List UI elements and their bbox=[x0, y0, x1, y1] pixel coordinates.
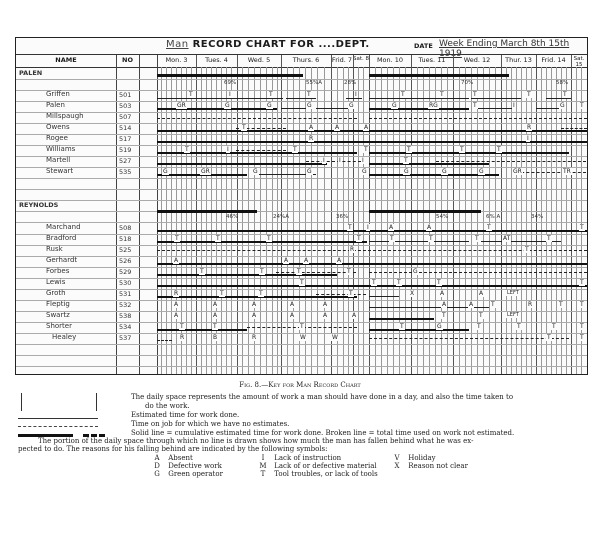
chart-symbol: T bbox=[525, 246, 529, 253]
chart-symbol: R bbox=[350, 246, 355, 253]
figure-caption: Fig. 8.—Key for Man Record Chart bbox=[239, 381, 361, 389]
progress-dashed-line bbox=[436, 161, 586, 162]
worker-name: Healey bbox=[52, 333, 77, 341]
worker-name: Owens bbox=[46, 123, 70, 131]
chart-symbol: T bbox=[175, 235, 179, 242]
chart-symbol: T bbox=[259, 290, 263, 297]
worker-name: Gerhardt bbox=[46, 256, 78, 264]
worker-no: 530 bbox=[119, 279, 132, 287]
chart-symbol: T bbox=[547, 235, 551, 242]
chart-symbol: Tool troubles, or lack of tools bbox=[274, 470, 378, 478]
chart-symbol: T bbox=[440, 91, 444, 98]
chart-symbol: T bbox=[400, 323, 404, 330]
worker-name: Palen bbox=[46, 101, 65, 109]
chart-symbol: T bbox=[437, 279, 441, 286]
chart-symbol: A bbox=[304, 257, 309, 264]
worker-name: Shorter bbox=[46, 322, 72, 330]
chart-symbol: A bbox=[389, 224, 394, 231]
chart-symbol: A bbox=[213, 312, 218, 319]
chart-symbol: T bbox=[491, 301, 495, 308]
key-daily-space-sample bbox=[18, 393, 98, 413]
chart-symbol: GR bbox=[513, 168, 522, 175]
worker-row bbox=[16, 134, 587, 146]
chart-symbol: A bbox=[174, 312, 179, 319]
chart-symbol: T bbox=[580, 301, 584, 308]
chart-symbol: T bbox=[580, 279, 584, 286]
title-prefix: Man bbox=[166, 39, 189, 50]
chart-symbol: T bbox=[407, 146, 411, 153]
chart-symbol: G bbox=[225, 102, 230, 109]
chart-symbol: T bbox=[269, 91, 273, 98]
chart-symbol: T bbox=[479, 312, 483, 319]
worker-row bbox=[16, 90, 587, 102]
worker-name: Swartz bbox=[46, 311, 70, 319]
worker-no: 517 bbox=[119, 135, 132, 143]
progress-line bbox=[157, 130, 587, 132]
chart-symbol: G bbox=[442, 168, 447, 175]
chart-symbol: LEFT bbox=[507, 312, 519, 318]
progress-dashed-line bbox=[276, 272, 356, 273]
chart-symbol: Holiday bbox=[408, 454, 436, 462]
pct-label: 28% bbox=[344, 80, 357, 86]
chart-symbol: T bbox=[372, 279, 376, 286]
header-no: NO bbox=[122, 56, 133, 64]
chart-symbol: R bbox=[309, 135, 314, 142]
progress-dashed-line bbox=[561, 128, 587, 129]
chart-symbol: G bbox=[437, 323, 442, 330]
chart-symbol: RG bbox=[429, 102, 438, 109]
worker-no: 514 bbox=[119, 124, 132, 132]
worker-row bbox=[16, 256, 587, 268]
foreman-cumulative-bar bbox=[369, 74, 509, 77]
key-line: The portion of the daily space through which no line is drawn shows how much the man has fallen behind what he was ex- bbox=[38, 437, 474, 445]
chart-symbol: T bbox=[348, 224, 352, 231]
progress-line bbox=[157, 296, 357, 298]
chart-symbol: A bbox=[290, 312, 295, 319]
worker-no: 527 bbox=[119, 157, 132, 165]
progress-dashed-line bbox=[306, 161, 361, 162]
worker-no: 538 bbox=[119, 312, 132, 320]
chart-symbol: T bbox=[349, 290, 353, 297]
progress-dashed-line bbox=[157, 250, 587, 251]
chart-symbol: T bbox=[580, 102, 584, 109]
worker-no: 518 bbox=[119, 235, 132, 243]
chart-symbol: I bbox=[229, 91, 231, 98]
header-day: Thurs. 6 bbox=[292, 56, 320, 64]
chart-symbol: G bbox=[307, 102, 312, 109]
chart-symbol: I bbox=[355, 91, 357, 98]
header-day: Sat. 8 bbox=[353, 56, 370, 62]
chart-symbol: R bbox=[528, 301, 533, 308]
worker-name: Bradford bbox=[46, 234, 77, 242]
chart-symbol: T bbox=[213, 323, 217, 330]
chart-symbol: T bbox=[580, 334, 584, 341]
worker-name: Williams bbox=[46, 145, 76, 153]
progress-line bbox=[369, 108, 469, 110]
chart-symbol: T bbox=[293, 146, 297, 153]
worker-row bbox=[16, 123, 587, 135]
chart-symbol: D bbox=[154, 462, 160, 470]
chart-symbol: T bbox=[189, 91, 193, 98]
progress-line bbox=[476, 108, 516, 109]
worker-no: 519 bbox=[119, 146, 132, 154]
chart-symbol: T bbox=[347, 268, 351, 275]
chart-symbol: A bbox=[290, 301, 295, 308]
header-day: Tues. 11 bbox=[418, 56, 446, 64]
chart-symbol: B bbox=[213, 334, 218, 341]
foreman-name: REYNOLDS bbox=[19, 201, 59, 209]
key-no-estimate-line bbox=[18, 426, 98, 427]
foreman-cumulative-bar bbox=[157, 74, 303, 77]
pct-label: 46% bbox=[226, 214, 239, 220]
chart-symbol: T bbox=[547, 334, 551, 341]
chart-symbol: T bbox=[216, 235, 220, 242]
chart-symbol: I bbox=[513, 102, 515, 109]
chart-element bbox=[21, 393, 22, 411]
blank-row bbox=[16, 355, 587, 367]
chart-symbol: A bbox=[252, 301, 257, 308]
chart-symbol: T bbox=[242, 124, 246, 131]
chart-symbol: G bbox=[163, 168, 168, 175]
chart-symbol: T bbox=[220, 290, 224, 297]
key-line: Solid line = cumulative estimated time for work done. Broken line = total time used on work not estimated. bbox=[131, 429, 515, 437]
chart-symbol: Reason not clear bbox=[408, 462, 468, 470]
pct-label: 36% bbox=[336, 214, 349, 220]
worker-name: Martell bbox=[46, 156, 71, 164]
worker-row bbox=[16, 223, 587, 235]
progress-line bbox=[369, 98, 469, 99]
progress-dashed-line bbox=[316, 294, 366, 295]
chart-symbol: T bbox=[401, 91, 405, 98]
worker-no: 526 bbox=[119, 257, 132, 265]
progress-line bbox=[316, 108, 349, 109]
chart-symbol: T bbox=[357, 235, 361, 242]
date-value: Week Ending March 8th 15th 1919 bbox=[439, 39, 570, 59]
chart-symbol: G bbox=[349, 102, 354, 109]
chart-symbol: A bbox=[352, 312, 357, 319]
chart-symbol: A bbox=[337, 257, 342, 264]
progress-dashed-line bbox=[369, 272, 587, 273]
progress-line bbox=[546, 98, 571, 99]
header-day: Sat. 15 bbox=[573, 56, 585, 68]
pct-label: 70% bbox=[461, 80, 474, 86]
chart-symbol: T bbox=[475, 235, 479, 242]
progress-dashed-line bbox=[157, 340, 172, 341]
worker-name: Rusk bbox=[46, 245, 63, 253]
chart-symbol: GR bbox=[201, 168, 210, 175]
chart-symbol: T bbox=[517, 323, 521, 330]
chart-symbol: T bbox=[267, 235, 271, 242]
chart-symbol: TR bbox=[563, 168, 571, 175]
chart-symbol: Green operator bbox=[168, 470, 223, 478]
progress-line bbox=[157, 163, 327, 165]
chart-symbol: T bbox=[473, 102, 477, 109]
key-estimated-line bbox=[18, 418, 98, 420]
chart-symbol: T bbox=[552, 323, 556, 330]
chart-symbol: M bbox=[259, 462, 267, 470]
header-day: Frid. 7 bbox=[331, 56, 353, 64]
worker-no: 501 bbox=[119, 91, 132, 99]
chart-element bbox=[96, 393, 97, 411]
chart-symbol: I bbox=[527, 135, 529, 142]
progress-dashed-line bbox=[236, 150, 286, 151]
chart-symbol: T bbox=[563, 91, 567, 98]
progress-line bbox=[157, 230, 587, 232]
chart-symbol: I bbox=[227, 146, 229, 153]
chart-symbol: T bbox=[473, 91, 477, 98]
worker-no: 503 bbox=[119, 102, 132, 110]
blank-row bbox=[16, 189, 587, 201]
key-line: Estimated time for work done. bbox=[131, 411, 240, 419]
worker-name: Marchand bbox=[46, 223, 81, 231]
worker-name: Lewis bbox=[46, 278, 66, 286]
header-day: Wed. 5 bbox=[247, 56, 271, 64]
worker-no: 537 bbox=[119, 334, 132, 342]
chart-symbol: T bbox=[200, 268, 204, 275]
chart-symbol: GR bbox=[177, 102, 186, 109]
chart-symbol: T bbox=[180, 323, 184, 330]
chart-symbol: G bbox=[307, 168, 312, 175]
worker-row bbox=[16, 289, 587, 301]
progress-line bbox=[157, 263, 587, 265]
worker-no: 535 bbox=[119, 168, 132, 176]
chart-symbol: G bbox=[560, 102, 565, 109]
progress-line bbox=[369, 318, 434, 320]
chart-symbol: G bbox=[404, 168, 409, 175]
chart-symbol: A bbox=[442, 301, 447, 308]
chart-element bbox=[148, 470, 223, 479]
chart-symbol: I bbox=[339, 157, 341, 164]
pct-label: 58% bbox=[556, 80, 569, 86]
chart-symbol: G bbox=[362, 168, 367, 175]
progress-line bbox=[203, 98, 283, 99]
chart-symbol: G bbox=[413, 268, 418, 275]
pct-label: 55%A bbox=[306, 80, 322, 86]
title-main-text: RECORD CHART FOR bbox=[192, 39, 315, 50]
progress-line bbox=[369, 296, 399, 297]
chart-symbol: T bbox=[397, 279, 401, 286]
header-day: Mon. 3 bbox=[165, 56, 188, 64]
worker-no: 525 bbox=[119, 246, 132, 254]
chart-symbol: T bbox=[477, 323, 481, 330]
progress-line bbox=[286, 98, 316, 99]
header-day: Wed. 12 bbox=[463, 56, 491, 64]
chart-symbol: AT bbox=[503, 235, 511, 242]
worker-no: 534 bbox=[119, 323, 132, 331]
progress-line bbox=[157, 98, 203, 99]
progress-line bbox=[157, 108, 277, 110]
chart-symbol: R bbox=[174, 290, 179, 297]
summary-row bbox=[16, 211, 587, 223]
worker-row bbox=[16, 101, 587, 113]
pct-label: 69% bbox=[224, 80, 237, 86]
chart-symbol: W bbox=[300, 334, 306, 341]
chart-symbol: T bbox=[429, 235, 433, 242]
progress-dashed-line bbox=[369, 338, 569, 339]
chart-symbol: T bbox=[260, 268, 264, 275]
worker-name: Griffen bbox=[46, 90, 70, 98]
chart-symbol: R bbox=[180, 334, 185, 341]
chart-symbol: G bbox=[392, 102, 397, 109]
worker-no: 529 bbox=[119, 268, 132, 276]
chart-symbol: A bbox=[323, 312, 328, 319]
chart-symbol: T bbox=[300, 279, 304, 286]
chart-symbol: G bbox=[267, 102, 272, 109]
chart-symbol: T bbox=[300, 323, 304, 330]
chart-symbol: T bbox=[404, 157, 408, 164]
chart-symbol: T bbox=[527, 91, 531, 98]
chart-symbol: A bbox=[213, 301, 218, 308]
worker-row bbox=[16, 311, 587, 323]
chart-symbol: T bbox=[442, 312, 446, 319]
date-label: DATE bbox=[414, 42, 433, 50]
chart-symbol: T bbox=[460, 146, 464, 153]
chart-symbol: T bbox=[297, 268, 301, 275]
chart-symbol: I bbox=[261, 454, 265, 462]
chart-symbol: T bbox=[390, 235, 394, 242]
progress-line bbox=[369, 152, 569, 154]
progress-dashed-line bbox=[157, 118, 357, 119]
chart-symbol: A bbox=[469, 301, 474, 308]
worker-name: Stewart bbox=[46, 167, 74, 175]
chart-symbol: X bbox=[410, 290, 415, 297]
pct-label: 34% bbox=[531, 214, 544, 220]
foreman-name: PALEN bbox=[19, 69, 43, 77]
worker-no: 507 bbox=[119, 113, 132, 121]
chart-symbol: A bbox=[174, 257, 179, 264]
chart-symbol: A bbox=[364, 124, 369, 131]
title-dept: DEPT. bbox=[335, 39, 370, 50]
chart-symbol: T bbox=[307, 91, 311, 98]
chart-symbol: Absent bbox=[168, 454, 193, 462]
chart-symbol: A bbox=[335, 124, 340, 131]
chart-symbol: I bbox=[362, 157, 364, 164]
header-day: Tues. 4 bbox=[205, 56, 228, 64]
header-day: Mon. 10 bbox=[376, 56, 404, 64]
chart-symbol: R bbox=[252, 334, 257, 341]
progress-line bbox=[157, 141, 587, 143]
progress-line bbox=[157, 241, 367, 243]
progress-line bbox=[157, 329, 247, 331]
chart-symbol: LEFT bbox=[507, 290, 519, 296]
chart-symbol: T bbox=[487, 224, 491, 231]
chart-symbol: G bbox=[253, 168, 258, 175]
key-line: do the work. bbox=[145, 402, 190, 410]
chart-symbol: A bbox=[427, 224, 432, 231]
chart-symbol: T bbox=[185, 146, 189, 153]
pct-label: 24%A bbox=[273, 214, 289, 220]
chart-element bbox=[254, 470, 378, 479]
man-record-chart bbox=[15, 37, 588, 375]
worker-name: Forbes bbox=[46, 267, 70, 275]
chart-symbol: T bbox=[260, 470, 266, 478]
chart-symbol: Lack of instruction bbox=[274, 454, 342, 462]
progress-line bbox=[157, 274, 337, 276]
chart-symbol: G bbox=[479, 168, 484, 175]
chart-symbol: R bbox=[527, 124, 532, 131]
worker-name: Rogee bbox=[46, 134, 68, 142]
chart-symbol: A bbox=[154, 454, 160, 462]
key-line: The daily space represents the amount of work a man should have done in a day, and also the time taken to bbox=[131, 393, 514, 401]
chart-symbol: I bbox=[323, 157, 325, 164]
summary-row bbox=[16, 79, 587, 91]
worker-no: 508 bbox=[119, 224, 132, 232]
chart-symbol: W bbox=[332, 334, 338, 341]
pct-label: 6% A bbox=[486, 214, 501, 220]
header-name: NAME bbox=[55, 56, 77, 64]
progress-line bbox=[369, 241, 469, 242]
progress-line bbox=[369, 329, 469, 331]
chart-title bbox=[166, 39, 370, 50]
progress-line bbox=[471, 98, 521, 99]
progress-dashed-line bbox=[369, 118, 587, 119]
chart-symbol: T bbox=[580, 224, 584, 231]
worker-name: Fleptig bbox=[46, 300, 70, 308]
chart-symbol: Defective work bbox=[168, 462, 222, 470]
chart-symbol: A bbox=[252, 312, 257, 319]
chart-symbol: A bbox=[174, 301, 179, 308]
chart-symbol: A bbox=[440, 290, 445, 297]
chart-symbol: A bbox=[284, 257, 289, 264]
chart-symbol: X bbox=[394, 462, 400, 470]
chart-symbol: T bbox=[559, 301, 563, 308]
title-blank: .... bbox=[318, 39, 336, 50]
worker-row bbox=[16, 300, 587, 312]
chart-symbol: G bbox=[154, 470, 160, 478]
key-line: pected to do. The reasons for his falling behind are indicated by the following symbols: bbox=[18, 445, 328, 453]
chart-symbol: A bbox=[309, 124, 314, 131]
progress-line bbox=[369, 163, 489, 165]
blank-row bbox=[16, 344, 587, 356]
header-day: Thur. 13 bbox=[505, 56, 532, 64]
chart-symbol: T bbox=[580, 323, 584, 330]
chart-symbol: Lack of or defective material bbox=[274, 462, 377, 470]
worker-row bbox=[16, 167, 587, 179]
chart-element bbox=[388, 462, 468, 471]
chart-symbol: T bbox=[364, 146, 368, 153]
foreman-row bbox=[16, 200, 587, 212]
key-line: Time on job for which we have no estimates. bbox=[131, 420, 290, 428]
chart-symbol: A bbox=[323, 301, 328, 308]
progress-dashed-line bbox=[516, 172, 586, 173]
blank-row bbox=[16, 178, 587, 190]
chart-symbol: T bbox=[497, 146, 501, 153]
pct-label: 54% bbox=[436, 214, 449, 220]
chart-symbol: V bbox=[394, 454, 400, 462]
worker-name: Millspaugh bbox=[46, 112, 84, 120]
worker-no: 531 bbox=[119, 290, 132, 298]
worker-name: Groth bbox=[46, 289, 66, 297]
progress-line bbox=[346, 98, 362, 99]
worker-no: 532 bbox=[119, 301, 132, 309]
header-day: Frid. 14 bbox=[541, 56, 566, 64]
chart-symbol: A bbox=[479, 290, 484, 297]
chart-symbol: I bbox=[367, 224, 369, 231]
